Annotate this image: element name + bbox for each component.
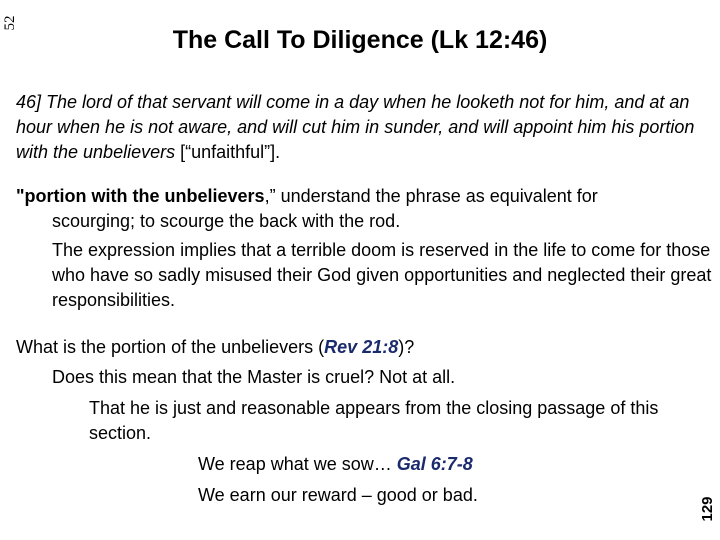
rev-reference: Rev 21:8 <box>324 337 399 357</box>
quote-bold-phrase: portion with the unbelievers <box>24 186 265 206</box>
quote-hang: scourging; to scourge the back with the rod. <box>52 211 401 231</box>
quote-open: " <box>16 186 25 206</box>
just-line: That he is just and reasonable appears from the closing passage of this section. <box>89 398 659 443</box>
earn-line: We earn our reward – good or bad. <box>198 485 478 505</box>
gal-reference: Gal 6:7-8 <box>396 454 473 474</box>
cruel-line: Does this mean that the Master is cruel? Not at all. <box>52 367 456 387</box>
expression-paragraph: The expression implies that a terrible doom is reserved in the life to come for those who have so sadly misused their God given opportunities and neglected their great responsibilities. <box>52 240 712 310</box>
question-before: What is the portion of the unbelievers ( <box>16 337 325 357</box>
page-number-left: 52 <box>2 15 18 31</box>
slide-title: The Call To Diligence (Lk 12:46) <box>172 26 548 54</box>
reap-line <box>198 452 698 477</box>
commentary-quote <box>16 184 706 234</box>
reap-text: We reap what we sow… <box>198 454 397 474</box>
verse-note: [“unfaithful”]. <box>180 142 281 162</box>
quote-rest: ,” understand the phrase as equivalent for <box>264 186 598 206</box>
verse-text <box>16 90 706 165</box>
verse-body: 46] The lord of that servant will come in a day when he looketh not for him, and at an hour when he is not aware, and will cut him in sunder, and will appoint him his portion with the unbelievers <box>16 92 695 162</box>
page-number-right: 129 <box>699 496 716 522</box>
question-after: )? <box>398 337 415 357</box>
question-line <box>16 335 706 360</box>
